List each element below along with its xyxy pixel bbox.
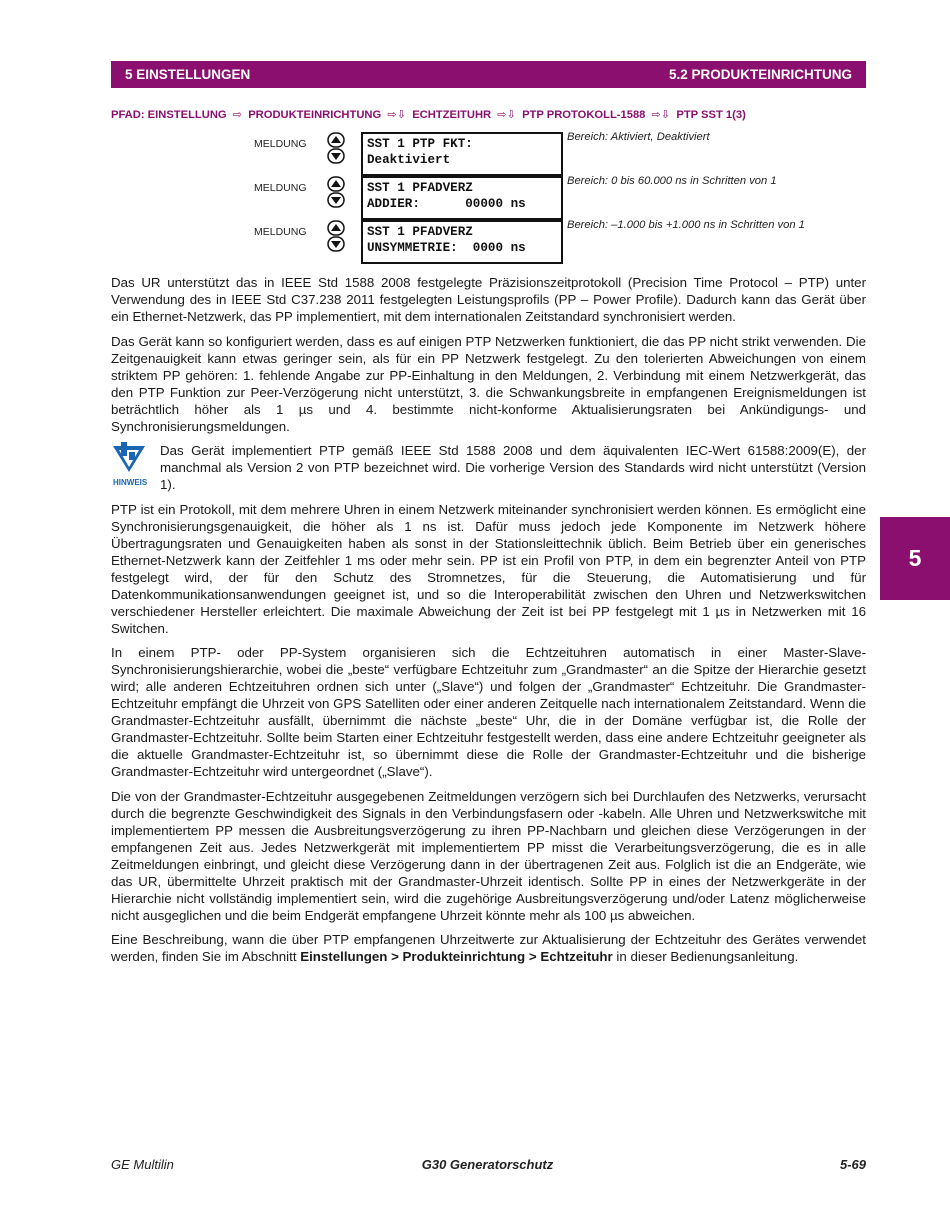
paragraph: Das Gerät kann so konfiguriert werden, dass es auf einigen PTP Netzwerken funktioniert, die das PP nicht strikt verwenden. Die Zeitgenauigkeit kann etwas geringer sein, als für ein PP Netzwerk festgelegt. Zu den tolerierten Abweichungen von einem striktem PP gehören: 1. fehlende Angabe zur PP-Einhaltung in den Meldungen, 2. Verbindung mit einem Netzwerkgerät, das den PTP Funktion zur Peer-Verzögerung nicht unterstützt, 3. die Schwankungsbreite in empfangenen Ereignismeldungen ist beträchtlich höher als 1 µs und 4. bestimmte nicht-konforme Aktualisierungsraten bei Ankündigungs- und Synchronisierungsmeldungen.: [111, 333, 866, 434]
settings-path: [111, 108, 871, 121]
header-section-title: 5.2 PRODUKTEINRICHTUNG: [668, 67, 852, 82]
range-text: Bereich: 0 bis 60.000 ns in Schritten von 1: [567, 175, 777, 187]
scroll-up-down-icon: [327, 176, 345, 208]
scroll-up-down-icon: [327, 132, 345, 164]
footer-page-number: 5-69: [839, 1157, 866, 1172]
lcd-display: [361, 176, 563, 220]
menu-label: MELDUNG: [254, 182, 307, 194]
lcd-line-1: SST 1 PFADVERZ: [367, 181, 473, 195]
lcd-line-2: UNSYMMETRIE: 0000 ns: [367, 241, 526, 255]
scroll-up-down-icon: [327, 220, 345, 252]
lcd-display: [361, 132, 563, 176]
range-text: Bereich: –1.000 bis +1.000 ns in Schritten von 1: [567, 219, 805, 231]
path-item: PTP PROTOKOLL-1588: [522, 109, 646, 121]
footer-left: GE Multilin: [111, 1157, 174, 1172]
body-text: [111, 274, 866, 973]
page-header-bar: [111, 61, 866, 88]
menu-row: [0, 132, 950, 176]
note-icon: [111, 442, 160, 486]
menu-label: MELDUNG: [254, 138, 307, 150]
path-item: ECHTZEITUHR: [412, 109, 492, 121]
lcd-line-1: SST 1 PTP FKT:: [367, 137, 473, 151]
path-arrow-icon: ⇨⇩: [387, 109, 407, 121]
lcd-line-1: SST 1 PFADVERZ: [367, 225, 473, 239]
chapter-tab: 5: [880, 517, 950, 600]
paragraph: Die von der Grandmaster-Echtzeituhr ausgegebenen Zeitmeldungen verzögern sich bei Durchlaufen des Netzwerks, verursacht durch die begrenzte Geschwindigkeit des Signals in den Verbindungsfasern oder -kabeln. Alle Uhren und Netzwerkswitche mit implementiertem PP messen die Ausbreitungsverzögerung zu ihren PP-Nachbarn und gleichen diese Verzögerungen in der empfangenen Zeit aus. Jedes Netzwerkgerät mit implementiertem PP misst die Verarbeitungsverzögerung, die es in alle Zeitmeldungen einbringt, und gleicht diese Verzögerung dann in der übertragenen Zeit aus. Folglich ist die an Endgeräte, wie das UR, übermittelte Uhrzeit praktisch mit der Grandmaster-Uhrzeit identisch. Sollte PP in eines der Netzwerkgeräte in der Hierarchie nicht vollständig implementiert sein, wird die zugehörige Ausbreitungsverzögerung und/oder Latenz möglicherweise nicht ausgeglichen und die beim Endgerät empfangene Uhrzeit könnte mehr als 100 µs abweichen.: [111, 788, 866, 923]
menu-label: MELDUNG: [254, 226, 307, 238]
path-arrow-icon: ⇨: [232, 109, 243, 121]
reference-path: Einstellungen > Produkteinrichtung > Echtzeituhr: [300, 949, 613, 964]
footer-center: G30 Generatorschutz: [421, 1157, 554, 1172]
lcd-display: [361, 220, 563, 264]
path-item: PTP SST 1(3): [676, 109, 746, 121]
hinweis-icon: [111, 442, 147, 474]
paragraph: [111, 931, 866, 965]
path-prefix: PFAD: EINSTELLUNG: [111, 109, 227, 121]
path-arrow-icon: ⇨⇩: [651, 109, 671, 121]
path-item: PRODUKTEINRICHTUNG: [248, 109, 382, 121]
menu-row: [0, 176, 950, 220]
range-text: Bereich: Aktiviert, Deaktiviert: [567, 131, 710, 143]
paragraph: Das UR unterstützt das in IEEE Std 1588 2008 festgelegte Präzisionszeitprotokoll (Precision Time Protocol – PTP) unter Verwendung des in IEEE Std C37.238 2011 festgelegten Leistungsprofils (PP – Power Profile). Dadurch kann das Gerät über ein Ethernet-Netzwerk, das PP implementiert, mit dem internationalen Zeitstandard synchronisiert werden.: [111, 275, 866, 324]
paragraph-text: in dieser Bedienungsanleitung.: [612, 949, 799, 964]
header-chapter-title: 5 EINSTELLUNGEN: [125, 67, 251, 82]
lcd-line-2: ADDIER: 00000 ns: [367, 197, 526, 211]
note-label: HINWEIS: [113, 478, 148, 487]
lcd-line-2: Deaktiviert: [367, 153, 451, 167]
note-text: Das Gerät implementiert PTP gemäß IEEE Std 1588 2008 und dem äquivalenten IEC-Wert 61588:2009(E), der manchmal als Version 2 von PTP bezeichnet wird. Die vorherige Version des Standards wird nicht unterstützt (Version 1).: [160, 443, 866, 492]
note-block: [111, 442, 866, 493]
paragraph: PTP ist ein Protokoll, mit dem mehrere Uhren in einem Netzwerk miteinander synchronisiert werden können. Es ermöglicht eine Synchronisierungsgenauigkeit, die höher als 1 ns ist. Dafür muss jedoch jede Komponente im Netzwerk höhere Übertragungsraten und Genauigkeiten haben als sonst in der Stationsleittechnik üblich. Beim Betrieb über ein generisches Ethernet-Netzwerk kann der Zeitfehler 1 ms oder mehr sein. PP ist ein Profil von PTP, in dem ein begrenzter Anteil von PTP festgelegt wird, der für den Schutz des Stromnetzes, für die Steuerung, die Automatisierung und für Datenkommunikationsanwendungen geeignet ist, und so die Interoperabilität zwischen den Uhren und Netzwerkswitchen verschiedener Hersteller erleichtert. Die maximale Abweichung der Zeit ist bei PP festgelegt mit 1 µs in Netzwerken mit 16 Switchen.: [111, 501, 866, 636]
paragraph: In einem PTP- oder PP-System organisieren sich die Echtzeituhren automatisch in einer Master-Slave-Synchronisierungshierarchie, wobei die „beste“ verfügbare Echtzeituhr zum „Grandmaster“ an die Spitze der Hierarchie gesetzt wird; alle anderen Echtzeituhren ordnen sich unter („Slave“) und folgen der „Grandmaster“ Echtzeituhr. Die Grandmaster-Echtzeituhr empfängt die Uhrzeit von GPS Satelliten oder einer anderen Zeitquelle nach internationalem Zeitstandard. Wenn die Grandmaster-Echtzeituhr ausfällt, übernimmt die nächste „beste“ Uhr, die in der Domäne verfügbar ist, die Rolle der Grandmaster-Echtzeituhr. Sollte beim Starten einer Echtzeituhr festgestellt werden, dass eine andere Echtzeituhr geeigneter als die aktuelle Grandmaster-Echtzeituhr ist, so übernimmt diese die Rolle der Grandmaster-Echtzeituhr und die bisherige Grandmaster-Echtzeituhr wird untergeordnet („Slave“).: [111, 645, 866, 779]
path-arrow-icon: ⇨⇩: [497, 109, 516, 121]
menu-row: [0, 220, 950, 264]
paragraph-text: Eine Beschreibung, wann die über PTP empfangenen Uhrzeitwerte zur Aktualisierung der Echtzeituhr des Gerätes verwendet werden, finden Sie im Abschnitt: [111, 932, 866, 964]
